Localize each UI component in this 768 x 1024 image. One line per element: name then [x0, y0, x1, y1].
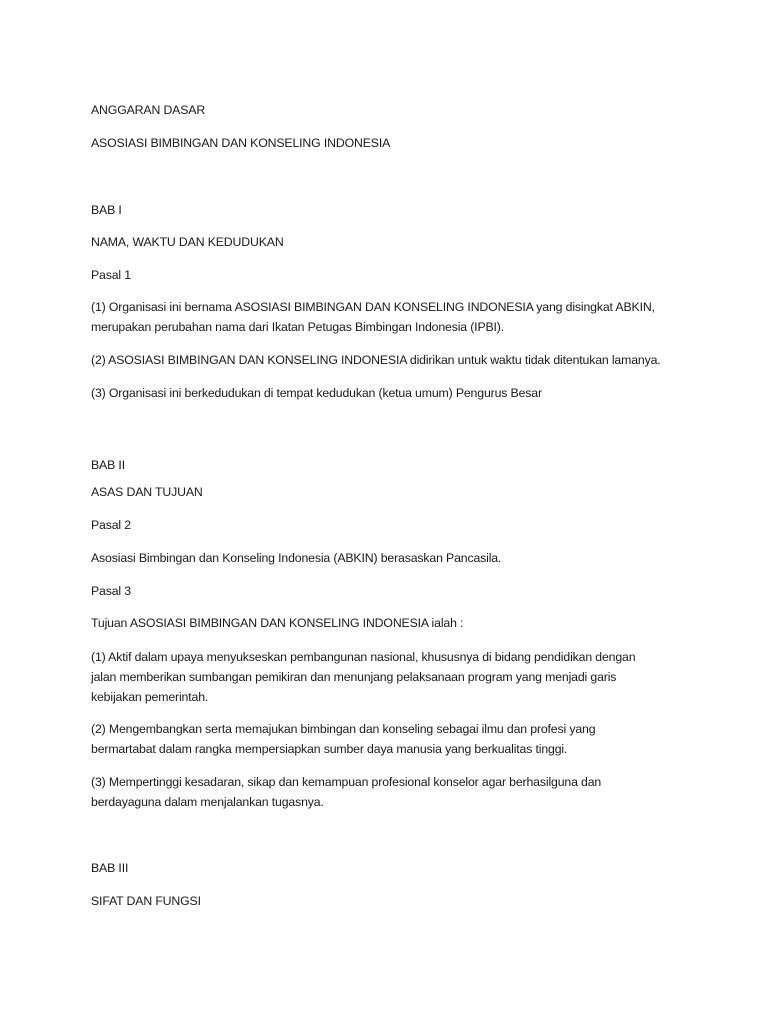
pasal1-item3: (3) Organisasi ini berkedudukan di tempat kedudukan (ketua umum) Pengurus Besar: [91, 386, 542, 400]
pasal3-heading: Pasal 3: [91, 584, 131, 598]
pasal2-heading: Pasal 2: [91, 518, 131, 532]
pasal1-item2: (2) ASOSIASI BIMBINGAN DAN KONSELING INDONESIA didirikan untuk waktu tidak ditentukan lamanya.: [91, 353, 661, 367]
bab1-heading: BAB I: [91, 203, 122, 217]
pasal1-item1-line1: (1) Organisasi ini bernama ASOSIASI BIMBINGAN DAN KONSELING INDONESIA yang disingkat ABKIN,: [91, 300, 655, 314]
tujuan2-line2: bermartabat dalam rangka mempersiapkan sumber daya manusia yang berkualitas tinggi.: [91, 742, 568, 756]
bab1-title: NAMA, WAKTU DAN KEDUDUKAN: [91, 235, 284, 249]
pasal1-heading: Pasal 1: [91, 268, 131, 282]
bab2-heading: BAB II: [91, 458, 125, 472]
pasal1-item1-line2: merupakan perubahan nama dari Ikatan Petugas Bimbingan Indonesia (IPBI).: [91, 320, 505, 334]
pasal3-intro: Tujuan ASOSIASI BIMBINGAN DAN KONSELING INDONESIA ialah :: [91, 616, 464, 630]
bab3-title: SIFAT DAN FUNGSI: [91, 894, 201, 908]
bab3-heading: BAB III: [91, 861, 129, 875]
organization-name: ASOSIASI BIMBINGAN DAN KONSELING INDONESIA: [91, 136, 391, 150]
tujuan1-line2: jalan memberikan sumbangan pemikiran dan menunjang pelaksanaan program yang menjadi garis: [91, 670, 617, 684]
bab2-title: ASAS DAN TUJUAN: [91, 485, 203, 499]
pasal2-asas: Asosiasi Bimbingan dan Konseling Indonesia (ABKIN) berasaskan Pancasila.: [91, 551, 502, 565]
tujuan1-line3: kebijakan pemerintah.: [91, 690, 209, 704]
tujuan1-line1: (1) Aktif dalam upaya menyukseskan pembangunan nasional, khususnya di bidang pendidikan dengan: [91, 650, 636, 664]
tujuan3-line2: berdayaguna dalam menjalankan tugasnya.: [91, 795, 324, 809]
tujuan3-line1: (3) Mempertinggi kesadaran, sikap dan kemampuan profesional konselor agar berhasilguna dan: [91, 775, 602, 789]
tujuan2-line1: (2) Mengembangkan serta memajukan bimbingan dan konseling sebagai ilmu dan profesi yang: [91, 722, 596, 736]
document-title: ANGGARAN DASAR: [91, 103, 206, 117]
